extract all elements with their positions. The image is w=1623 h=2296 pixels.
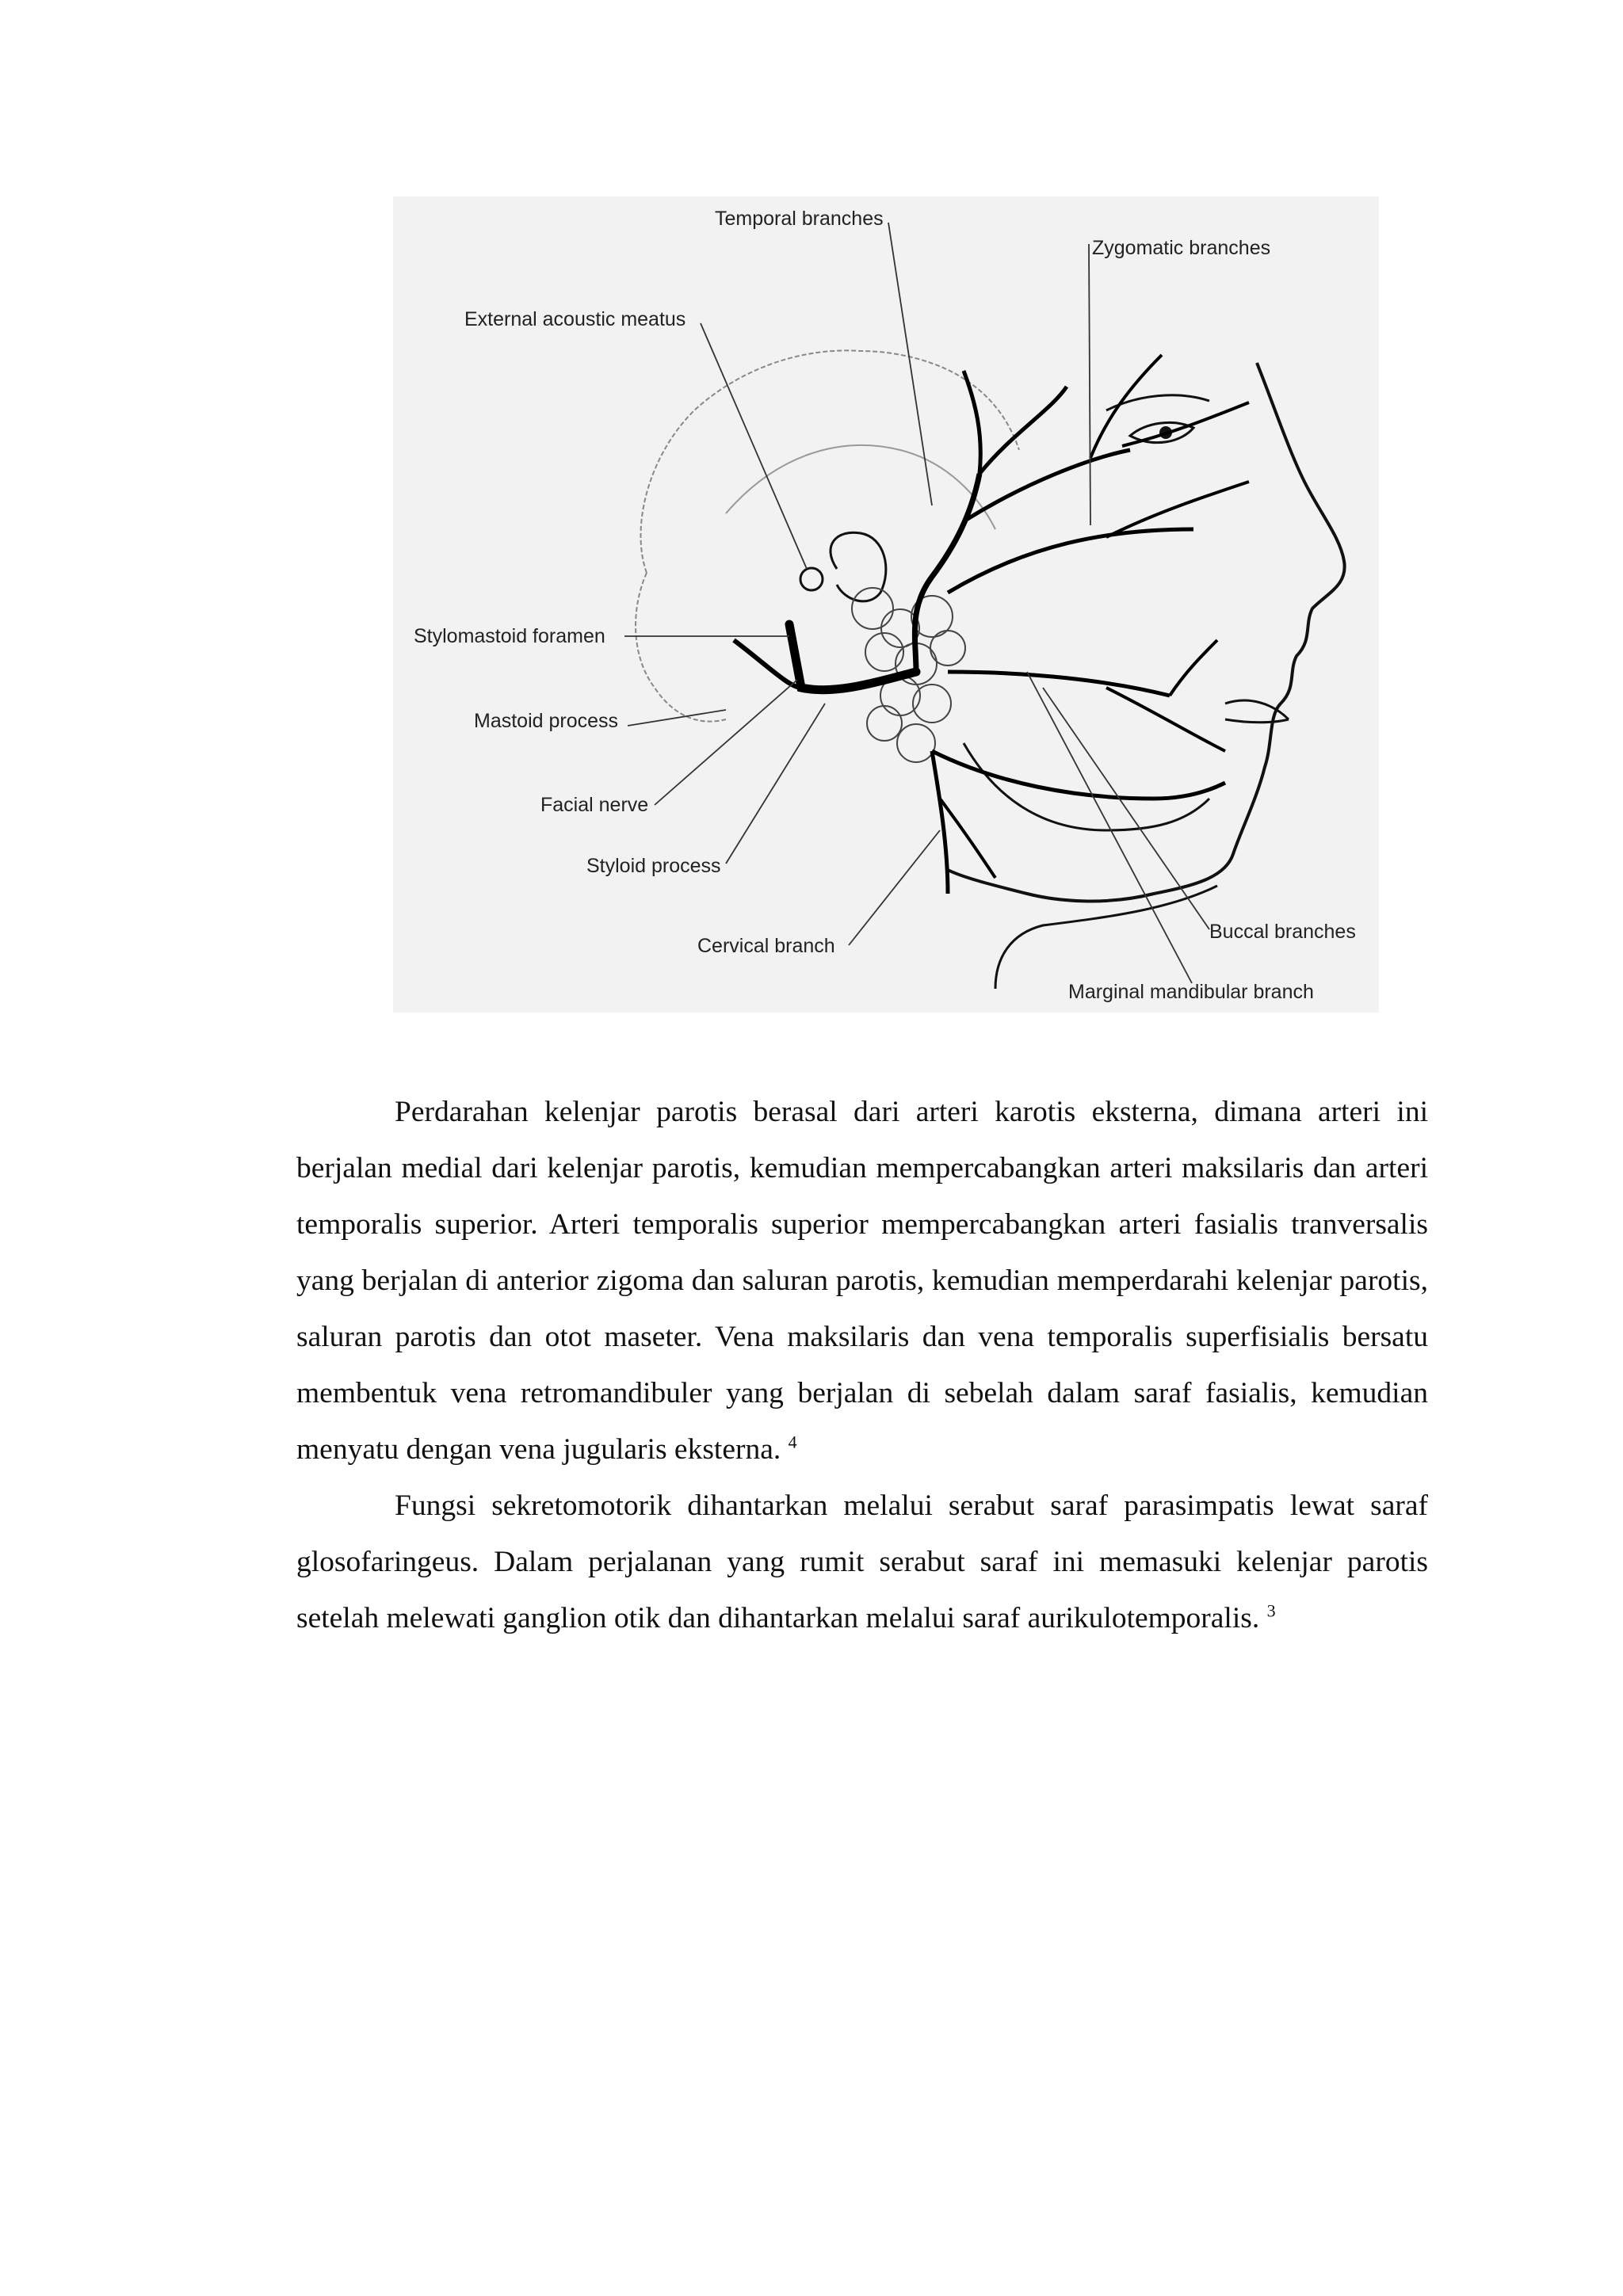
label-styloid-process: Styloid process: [586, 855, 721, 877]
skull-inner-line: [726, 445, 995, 529]
reference-3: 3: [1266, 1600, 1276, 1621]
paragraph-1-text: Perdarahan kelenjar parotis berasal dari arteri karotis eksterna, dimana arteri ini berjalan medial dari kelenjar parotis, kemudian mempercabangkan arteri maksilaris dan arteri temporalis superior. Arteri temporalis superior mempercabangkan arteri fasialis tranversalis yang berjalan di anterior zigoma dan saluran parotis, kemudian memperdarahi kelenjar parotis, saluran parotis dan otot maseter. Vena maksilaris dan vena temporalis superfisialis bersatu membentuk vena retromandibuler yang berjalan di sebelah dalam saraf fasialis, kemudian menyatu dengan vena jugularis eksterna.: [296, 1096, 1428, 1466]
upper-division: [915, 474, 980, 672]
label-zygomatic-branches: Zygomatic branches: [1092, 237, 1271, 259]
temporal-branch-2: [980, 387, 1067, 474]
label-facial-nerve: Facial nerve: [540, 794, 649, 816]
ear-outline: [831, 532, 886, 601]
paragraph-blood-supply: [296, 1084, 1428, 1478]
temporal-branch-1: [964, 371, 980, 474]
skull-outline: [636, 350, 1019, 721]
label-temporal-branches: Temporal branches: [715, 208, 884, 230]
buccal-branch-3: [1170, 640, 1217, 696]
reference-4: 4: [788, 1432, 797, 1452]
marginal-mandibular-branch: [932, 751, 1225, 799]
body-text: [296, 1084, 1428, 1646]
paragraph-2-text: Fungsi sekretomotorik dihantarkan melalui serabut saraf parasimpatis lewat saraf glosofaringeus. Dalam perjalanan yang rumit serabut saraf ini memasuki kelenjar parotis setelah melewati ganglion otik dan dihantarkan melalui saraf aurikulotemporalis.: [296, 1489, 1428, 1634]
label-stylomastoid-foramen: Stylomastoid foramen: [414, 625, 605, 647]
jaw-outline: [964, 743, 1209, 830]
zygomatic-branch-4: [948, 529, 1193, 593]
paragraph-secretomotor: [296, 1478, 1428, 1646]
buccal-branch-1: [948, 672, 1170, 696]
label-marginal-mandibular-branch: Marginal mandibular branch: [1068, 981, 1314, 1003]
label-external-acoustic-meatus: External acoustic meatus: [464, 308, 686, 330]
label-buccal-branches: Buccal branches: [1209, 921, 1356, 943]
facial-nerve-diagram: [393, 196, 1379, 1013]
external-acoustic-meatus-mark: [800, 568, 823, 590]
label-cervical-branch: Cervical branch: [697, 935, 835, 957]
buccal-branch-2: [1106, 688, 1225, 751]
label-mastoid-process: Mastoid process: [474, 710, 619, 732]
facial-nerve-figure: [393, 196, 1379, 1013]
cervical-branch: [932, 751, 948, 894]
